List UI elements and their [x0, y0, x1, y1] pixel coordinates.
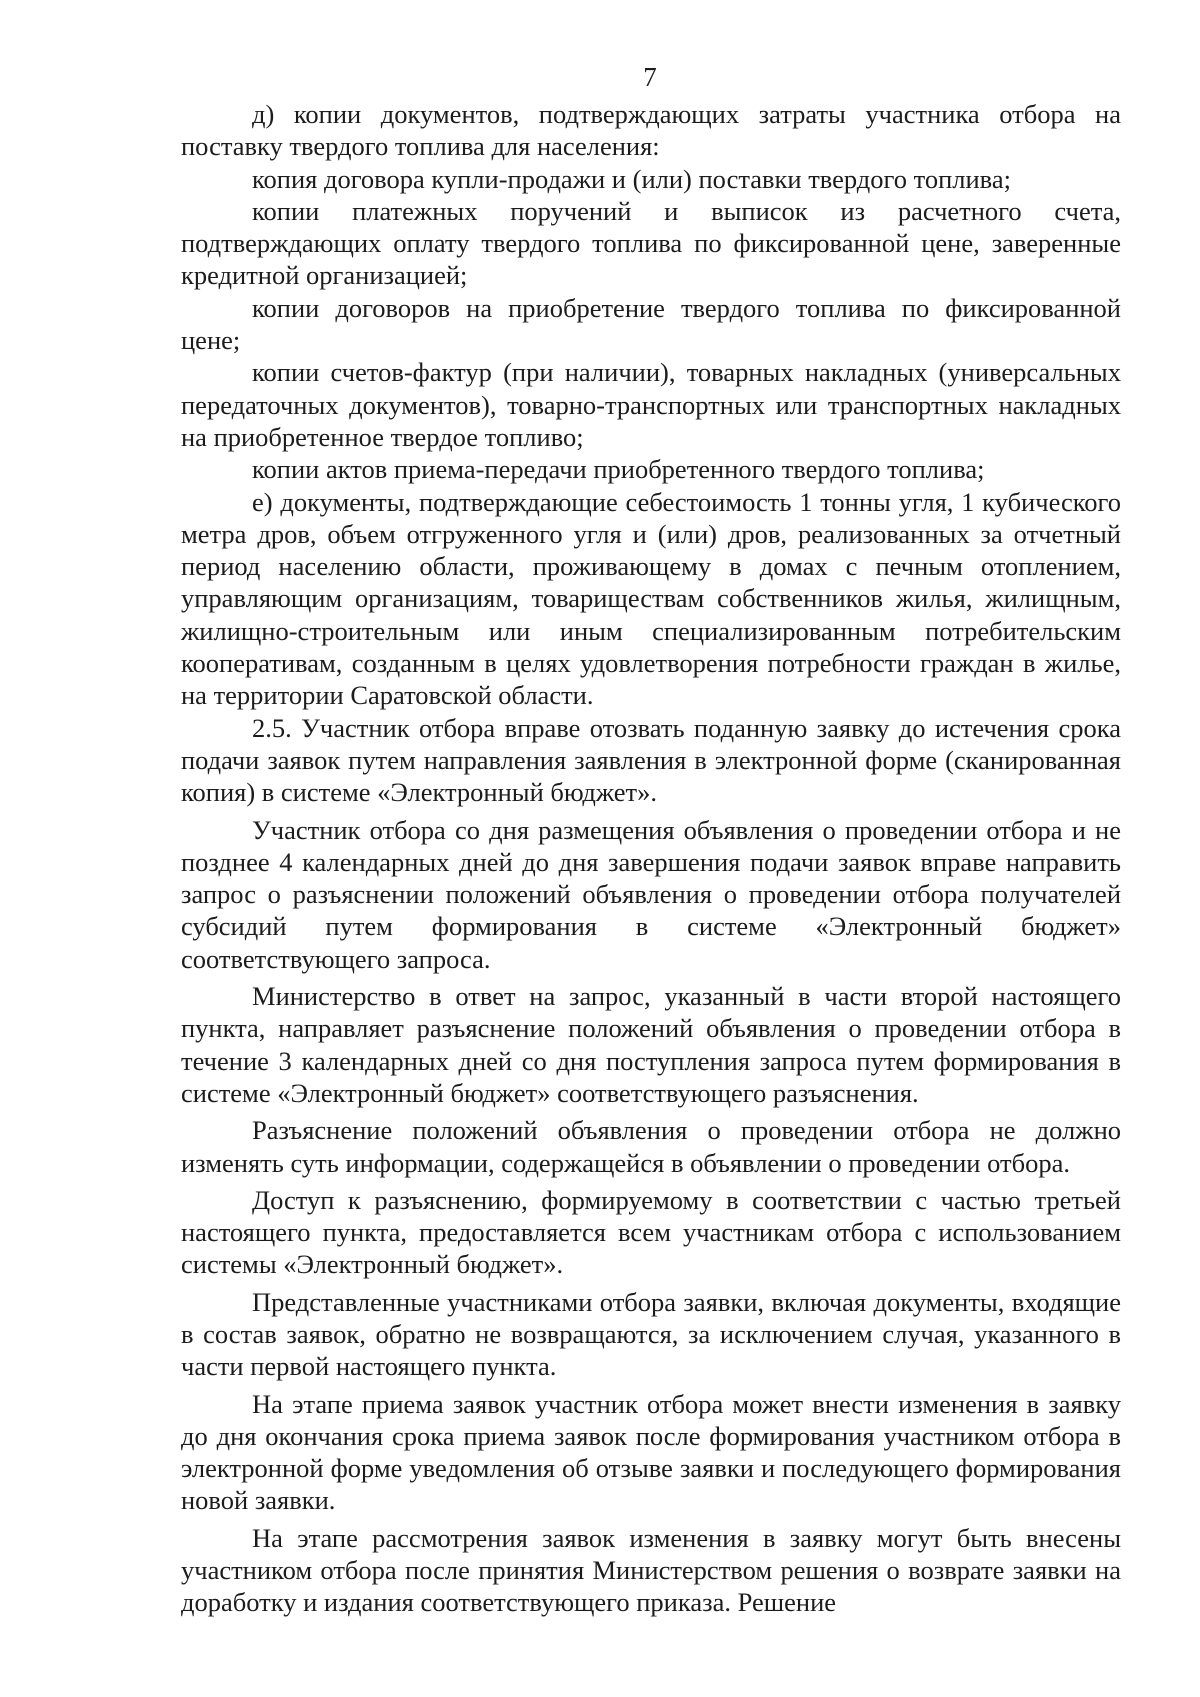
- paragraph-payment-orders: копии платежных поручений и выписок из расчетного счета, подтверждающих оплату твердого топлива по фиксированной цене, заверенные кредитной организацией;: [181, 195, 1121, 291]
- page-number: 7: [643, 62, 657, 92]
- paragraph-invoices: копии счетов-фактур (при наличии), товарных накладных (универсальных передаточных документов), товарно-транспортных или транспортных накладных на приобретенное твердое топливо;: [181, 357, 1121, 452]
- paragraph-acceptance-acts: копии актов приема-передачи приобретенного твердого топлива;: [252, 454, 985, 485]
- paragraph-2-5-withdraw-application: 2.5. Участник отбора вправе отозвать поданную заявку до истечения срока подачи заявок путем направления заявления в электронной форме (сканированная копия) в системе «Электронный бюджет».: [181, 712, 1121, 808]
- paragraph-application-changes: На этапе приема заявок участник отбора может внести изменения в заявку до дня окончания срока приема заявок после формирования участником отбора в электронной форме уведомления об отзыве заявки и последующего формирования новой заявки.: [181, 1388, 1121, 1516]
- paragraph-review-stage-changes: На этапе рассмотрения заявок изменения в заявку могут быть внесены участником отбора после принятия Министерством решения о возврате заявки на доработку и издания соответствующего приказа. Решение: [181, 1522, 1121, 1618]
- paragraph-d-copies-of-documents: д) копии документов, подтверждающих затраты участника отбора на поставку твердого топлива для населения:: [181, 99, 1121, 162]
- paragraph-e-cost-documents: е) документы, подтверждающие себестоимость 1 тонны угля, 1 кубического метра дров, объем отгруженного угля и (или) дров, реализованных за отчетный период населению области, проживающему в домах с печным отоплением, управляющим организациям, товариществам собственников жилья, жилищным, жилищно-строительным или иным специализированным потребительским кооперативам, созданным в целях удовлетворения потребности граждан в жилье, на территории Саратовской области.: [181, 486, 1121, 711]
- paragraph-purchase-contract: копия договора купли-продажи и (или) поставки твердого топлива;: [252, 163, 1011, 194]
- paragraph-fixed-price-contracts: копии договоров на приобретение твердого топлива по фиксированной цене;: [181, 292, 1121, 356]
- document-body: [181, 98, 1121, 1619]
- paragraph-no-return: Представленные участниками отбора заявки, включая документы, входящие в состав заявок, обратно не возвращаются, за исключением случая, указанного в части первой настоящего пункта.: [181, 1286, 1121, 1382]
- paragraph-clarification-access: Доступ к разъяснению, формируемому в соответствии с частью третьей настоящего пункта, предоставляется всем участникам отбора с использованием системы «Электронный бюджет».: [181, 1184, 1121, 1280]
- paragraph-clarification-request: Участник отбора со дня размещения объявления о проведении отбора и не позднее 4 календарных дней до дня завершения подачи заявок вправе направить запрос о разъяснении положений объявления о проведении отбора получателей субсидий путем формирования в системе «Электронный бюджет» соответствующего запроса.: [181, 814, 1121, 974]
- paragraph-ministry-response: Министерство в ответ на запрос, указанный в части второй настоящего пункта, направляет разъяснение положений объявления о проведении отбора в течение 3 календарных дней со дня поступления запроса путем формирования в системе «Электронный бюджет» соответствующего разъяснения.: [181, 981, 1121, 1108]
- paragraph-clarification-content: Разъяснение положений объявления о проведении отбора не должно изменять суть информации, содержащейся в объявлении о проведении отбора.: [181, 1115, 1121, 1178]
